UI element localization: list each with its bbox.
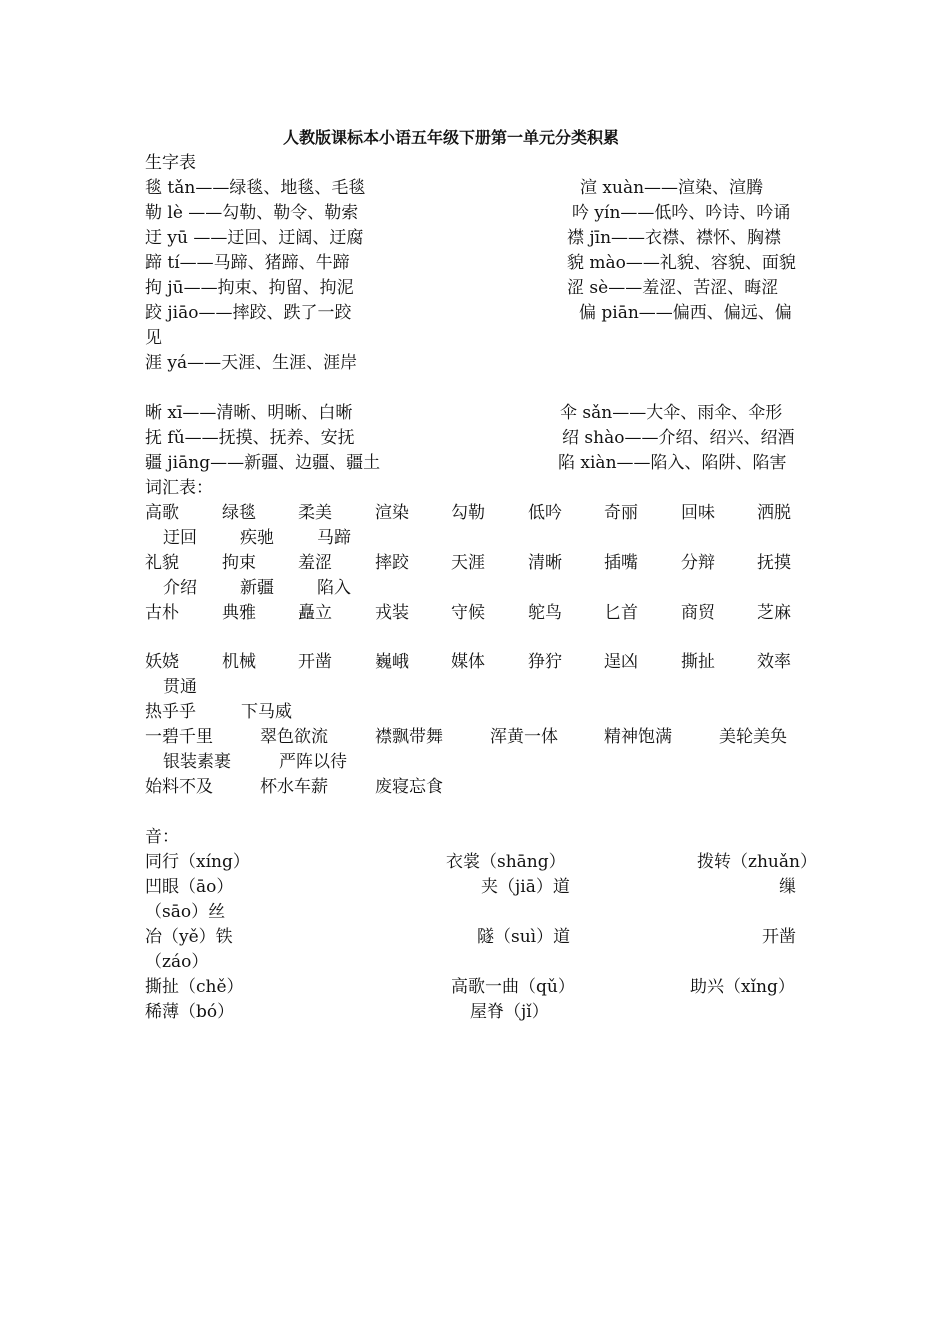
vocab-word: 低吟 bbox=[528, 503, 562, 523]
vocab-idiom: 翠色欲流 bbox=[260, 727, 328, 747]
pron-entry: 凹眼（āo） bbox=[145, 877, 234, 897]
vocab-word: 鸵鸟 bbox=[528, 603, 562, 623]
pron-entry: 缫 bbox=[779, 877, 796, 897]
char-entry: 偏 piān——偏西、偏远、偏 bbox=[579, 303, 792, 323]
pron-entry: 拨转（zhuǎn） bbox=[697, 852, 817, 872]
vocab-word: 新疆 bbox=[240, 578, 274, 598]
vocab-idiom: 精神饱满 bbox=[604, 727, 672, 747]
vocab-idiom: 襟飘带舞 bbox=[375, 727, 443, 747]
vocab-word: 回味 bbox=[681, 503, 715, 523]
vocab-idiom: 杯水车薪 bbox=[260, 777, 328, 797]
vocab-word: 古朴 bbox=[145, 603, 179, 623]
vocab-word: 守候 bbox=[451, 603, 485, 623]
vocab-word: 矗立 bbox=[298, 603, 332, 623]
vocab-word: 典雅 bbox=[222, 603, 256, 623]
vocab-idiom: 废寝忘食 bbox=[375, 777, 443, 797]
vocab-word: 妖娆 bbox=[145, 652, 179, 672]
pron-entry: 夹（jiā）道 bbox=[481, 877, 570, 897]
vocab-idiom: 始料不及 bbox=[145, 777, 213, 797]
vocab-word: 迂回 bbox=[163, 528, 197, 548]
char-entry: 绍 shào——介绍、绍兴、绍酒 bbox=[562, 428, 795, 448]
vocab-word: 马蹄 bbox=[317, 528, 351, 548]
char-entry: 涩 sè——羞涩、苦涩、晦涩 bbox=[567, 278, 779, 298]
char-entry: 抚 fǔ——抚摸、抚养、安抚 bbox=[145, 428, 355, 448]
vocab-word: 勾勒 bbox=[451, 503, 485, 523]
vocab-word: 热乎乎 bbox=[145, 702, 196, 722]
char-entry: 跤 jiāo——摔跤、跌了一跤 bbox=[145, 303, 352, 323]
char-entry: 蹄 tí——马蹄、猪蹄、牛蹄 bbox=[145, 253, 350, 273]
vocab-word: 分辩 bbox=[681, 553, 715, 573]
page-title: 人教版课标本小语五年级下册第一单元分类积累 bbox=[283, 128, 620, 147]
vocab-word: 狰狞 bbox=[528, 652, 562, 672]
vocab-word: 拘束 bbox=[222, 553, 256, 573]
vocab-word: 天涯 bbox=[451, 553, 485, 573]
vocab-word: 陷入 bbox=[317, 578, 351, 598]
pron-entry: （sāo）丝 bbox=[145, 902, 226, 922]
pron-entry: 助兴（xǐng） bbox=[690, 977, 795, 997]
vocab-word: 高歌 bbox=[145, 503, 179, 523]
vocab-word: 贯通 bbox=[163, 677, 197, 697]
vocab-word: 绿毯 bbox=[222, 503, 256, 523]
vocab-word: 机械 bbox=[222, 652, 256, 672]
char-entry: 晰 xī——清晰、明晰、白晰 bbox=[145, 403, 353, 423]
vocab-word: 插嘴 bbox=[604, 553, 638, 573]
vocab-word: 渲染 bbox=[375, 503, 409, 523]
vocab-word: 下马威 bbox=[241, 702, 292, 722]
char-entry: 涯 yá——天涯、生涯、涯岸 bbox=[145, 353, 358, 373]
char-entry: 渲 xuàn——渲染、渲腾 bbox=[580, 178, 764, 198]
char-entry: 貌 mào——礼貌、容貌、面貌 bbox=[567, 253, 796, 273]
wrapped-text: 见 bbox=[145, 328, 162, 348]
vocab-word: 媒体 bbox=[451, 652, 485, 672]
pron-entry: 屋脊（jǐ） bbox=[470, 1002, 549, 1022]
vocab-idiom: 严阵以待 bbox=[279, 752, 347, 772]
vocab-word: 芝麻 bbox=[757, 603, 791, 623]
char-entry: 勒 lè ——勾勒、勒令、勒索 bbox=[145, 203, 359, 223]
char-entry: 迂 yū ——迂回、迂阔、迂腐 bbox=[145, 228, 364, 248]
pron-entry: 隧（suì）道 bbox=[477, 927, 571, 947]
vocab-word: 清晰 bbox=[528, 553, 562, 573]
section-heading: 音： bbox=[145, 827, 179, 847]
vocab-word: 抚摸 bbox=[757, 553, 791, 573]
char-entry: 疆 jiāng——新疆、边疆、疆土 bbox=[145, 453, 381, 473]
pron-entry: 冶（yě）铁 bbox=[145, 927, 233, 947]
vocab-idiom: 一碧千里 bbox=[145, 727, 213, 747]
vocab-word: 撕扯 bbox=[681, 652, 715, 672]
vocab-word: 逞凶 bbox=[604, 652, 638, 672]
vocab-word: 商贸 bbox=[681, 603, 715, 623]
vocab-word: 洒脱 bbox=[757, 503, 791, 523]
pron-entry: 开凿 bbox=[762, 927, 796, 947]
vocab-word: 戎装 bbox=[375, 603, 409, 623]
vocab-word: 开凿 bbox=[298, 652, 332, 672]
pron-entry: 撕扯（chě） bbox=[145, 977, 244, 997]
vocab-word: 效率 bbox=[757, 652, 791, 672]
pron-entry: 衣裳（shāng） bbox=[446, 852, 566, 872]
vocab-idiom: 浑黄一体 bbox=[490, 727, 558, 747]
pron-entry: （záo） bbox=[145, 952, 209, 972]
vocab-word: 奇丽 bbox=[604, 503, 638, 523]
vocab-word: 柔美 bbox=[298, 503, 332, 523]
vocab-word: 介绍 bbox=[163, 578, 197, 598]
vocab-word: 疾驰 bbox=[240, 528, 274, 548]
vocab-word: 摔跤 bbox=[375, 553, 409, 573]
vocab-word: 礼貌 bbox=[145, 553, 179, 573]
char-entry: 吟 yín——低吟、吟诗、吟诵 bbox=[572, 203, 791, 223]
section-heading: 生字表 bbox=[145, 153, 196, 173]
vocab-word: 匕首 bbox=[604, 603, 638, 623]
section-heading: 词汇表： bbox=[145, 478, 213, 498]
pron-entry: 稀薄（bó） bbox=[145, 1002, 235, 1022]
pron-entry: 高歌一曲（qǔ） bbox=[451, 977, 575, 997]
vocab-idiom: 银装素裹 bbox=[163, 752, 231, 772]
vocab-idiom: 美轮美奂 bbox=[719, 727, 787, 747]
char-entry: 襟 jīn——衣襟、襟怀、胸襟 bbox=[567, 228, 782, 248]
char-entry: 毯 tǎn——绿毯、地毯、毛毯 bbox=[145, 178, 366, 198]
char-entry: 陷 xiàn——陷入、陷阱、陷害 bbox=[558, 453, 787, 473]
pron-entry: 同行（xíng） bbox=[145, 852, 250, 872]
char-entry: 拘 jū——拘束、拘留、拘泥 bbox=[145, 278, 354, 298]
char-entry: 伞 sǎn——大伞、雨伞、伞形 bbox=[560, 403, 783, 423]
vocab-word: 羞涩 bbox=[298, 553, 332, 573]
vocab-word: 巍峨 bbox=[375, 652, 409, 672]
